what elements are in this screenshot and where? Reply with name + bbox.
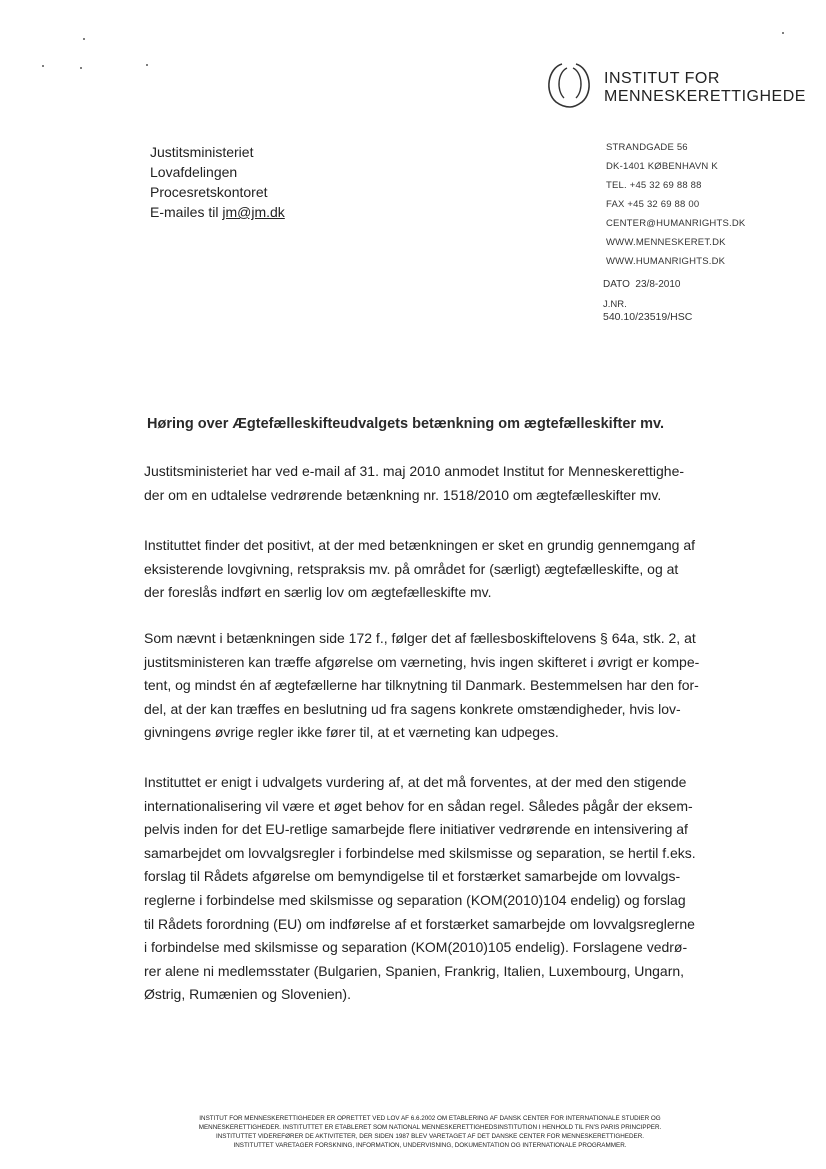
institute-name-line1: INSTITUT FOR xyxy=(604,70,720,87)
paragraph-line: pelvis inden for det EU-retlige samarbejde flere initiativer vedrørende en intensivering af xyxy=(144,821,688,838)
contact-line: CENTER@HUMANRIGHTS.DK xyxy=(606,218,746,229)
recipient-email-line xyxy=(150,202,285,222)
contact-line: TEL. +45 32 69 88 88 xyxy=(606,180,702,191)
scan-speck xyxy=(80,67,82,69)
email-link[interactable]: jm@jm.dk xyxy=(222,204,285,220)
paragraph xyxy=(144,460,704,507)
scan-speck xyxy=(146,64,148,66)
paragraph-line: samarbejdet om lovvalgsregler i forbindelse med skilsmisse og separation, se hertil f.eks. xyxy=(144,844,696,861)
paragraph-line: eksisterende lovgivning, retspraksis mv. på området for (særligt) ægtefælleskifte, og at xyxy=(144,560,679,577)
footer-line: INSTITUT FOR MENNESKERETTIGHEDER ER OPRETTET VED LOV AF 6.6.2002 OM ETABLERING AF DANSK CENTER FOR INTERNATIONALE STUDIER OG xyxy=(199,1115,661,1122)
paragraph-line: Instituttet finder det positivt, at der med betænkningen er sket en grundig gennemgang af xyxy=(144,537,696,553)
paragraph-line: der om en udtalelse vedrørende betænkning nr. 1518/2010 om ægtefælleskifter mv. xyxy=(144,486,662,503)
paragraph-line: forslag til Rådets afgørelse om bemyndigelse til et forstærket samarbejde om lovvalgs- xyxy=(144,868,681,885)
paragraph-line: tent, og mindst én af ægtefællerne har tilknytning til Danmark. Bestemmelsen har den for- xyxy=(144,677,699,694)
paragraph xyxy=(144,771,704,1007)
institute-logo-icon xyxy=(540,58,600,110)
paragraph-line: del, at der kan træffes en beslutning ud fra sagens konkrete omstændigheder, hvis lov- xyxy=(144,700,681,717)
contact-line: WWW.HUMANRIGHTS.DK xyxy=(606,256,726,267)
paragraph xyxy=(144,534,704,605)
recipient-address xyxy=(150,142,285,222)
contact-line: FAX +45 32 69 88 00 xyxy=(606,199,700,210)
contact-line: STRANDGADE 56 xyxy=(606,142,688,153)
paragraph-line: givningens øvrige regler ikke fører til, at et værneting kan udpeges. xyxy=(144,724,559,741)
contact-line: WWW.MENNESKERET.DK xyxy=(606,237,726,248)
recipient-line: Procesretskontoret xyxy=(150,184,268,200)
paragraph xyxy=(144,627,704,745)
footer-line: INSTITUTTET VARETAGER FORSKNING, INFORMATION, UNDERVISNING, DOKUMENTATION OG INTERNATIONALE PROGRAMMER. xyxy=(233,1142,627,1149)
email-prefix: E-mailes til xyxy=(150,204,223,220)
letter-heading: Høring over Ægtefælleskifteudvalgets betænkning om ægtefælleskifter mv. xyxy=(147,416,665,432)
institute-name-line2: MENNESKERETTIGHEDE xyxy=(604,88,806,105)
paragraph-line: Instituttet er enigt i udvalgets vurdering af, at det må forventes, at der med den stigende xyxy=(144,774,687,790)
contact-block xyxy=(606,138,745,271)
paragraph-line: Justitsministeriet har ved e-mail af 31. maj 2010 anmodet Institut for Menneskerettighe- xyxy=(144,463,685,479)
paragraph-line: reglerne i forbindelse med skilsmisse og separation (KOM(2010)104 endelig) og forslag xyxy=(144,891,686,908)
paragraph-line: der foreslås indført en særlig lov om ægtefælleskifte mv. xyxy=(144,584,492,601)
contact-line: DK-1401 KØBENHAVN K xyxy=(606,161,718,172)
paragraph-line: Som nævnt i betænkningen side 172 f., følger det af fællesboskiftelovens § 64a, stk. 2, at xyxy=(144,630,696,646)
scan-speck xyxy=(782,32,784,34)
footer-line: MENNESKERETTIGHEDER. INSTITUTTET ER ETABLERET SOM NATIONAL MENNESKERETTIGHEDSINSTITUTION I HENHOLD TIL FN'S PARIS PRINCIPPER. xyxy=(198,1124,662,1131)
paragraph-line: til Rådets forordning (EU) om indførelse af et forstærket samarbejde om lovvalgsreglerne xyxy=(144,915,695,932)
letter-meta xyxy=(603,278,692,323)
scan-speck xyxy=(42,65,44,67)
page-footer xyxy=(150,1114,710,1150)
institute-name xyxy=(604,70,806,106)
recipient-line: Justitsministeriet xyxy=(150,144,254,160)
paragraph-line: internationalisering vil være et øget behov for en sådan regel. Således pågår der eksem- xyxy=(144,797,693,814)
date-line xyxy=(603,278,692,292)
paragraph-line: Østrig, Rumænien og Slovenien). xyxy=(144,986,351,1003)
date-label: DATO xyxy=(603,279,630,290)
paragraph-line: rer alene ni medlemsstater (Bulgarien, Spanien, Frankrig, Italien, Luxembourg, Ungarn, xyxy=(144,962,685,979)
footer-line: INSTITUTTET VIDEREFØRER DE AKTIVITETER, DER SIDEN 1987 BLEV VARETAGET AF DET DANSKE CENTER FOR MENNESKERETTIGHEDER. xyxy=(215,1133,645,1140)
scan-speck xyxy=(83,38,85,40)
jnr-label: J.NR. xyxy=(603,299,627,310)
paragraph-line: justitsministeren kan træffe afgørelse om værneting, hvis ingen skifteret i øvrigt er kompe- xyxy=(144,653,700,670)
jnr-value: 540.10/23519/HSC xyxy=(603,311,693,323)
recipient-line: Lovafdelingen xyxy=(150,164,238,180)
date-value: 23/8-2010 xyxy=(635,279,681,290)
paragraph-line: i forbindelse med skilsmisse og separation (KOM(2010)105 endelig). Forslagene vedrø- xyxy=(144,939,688,956)
